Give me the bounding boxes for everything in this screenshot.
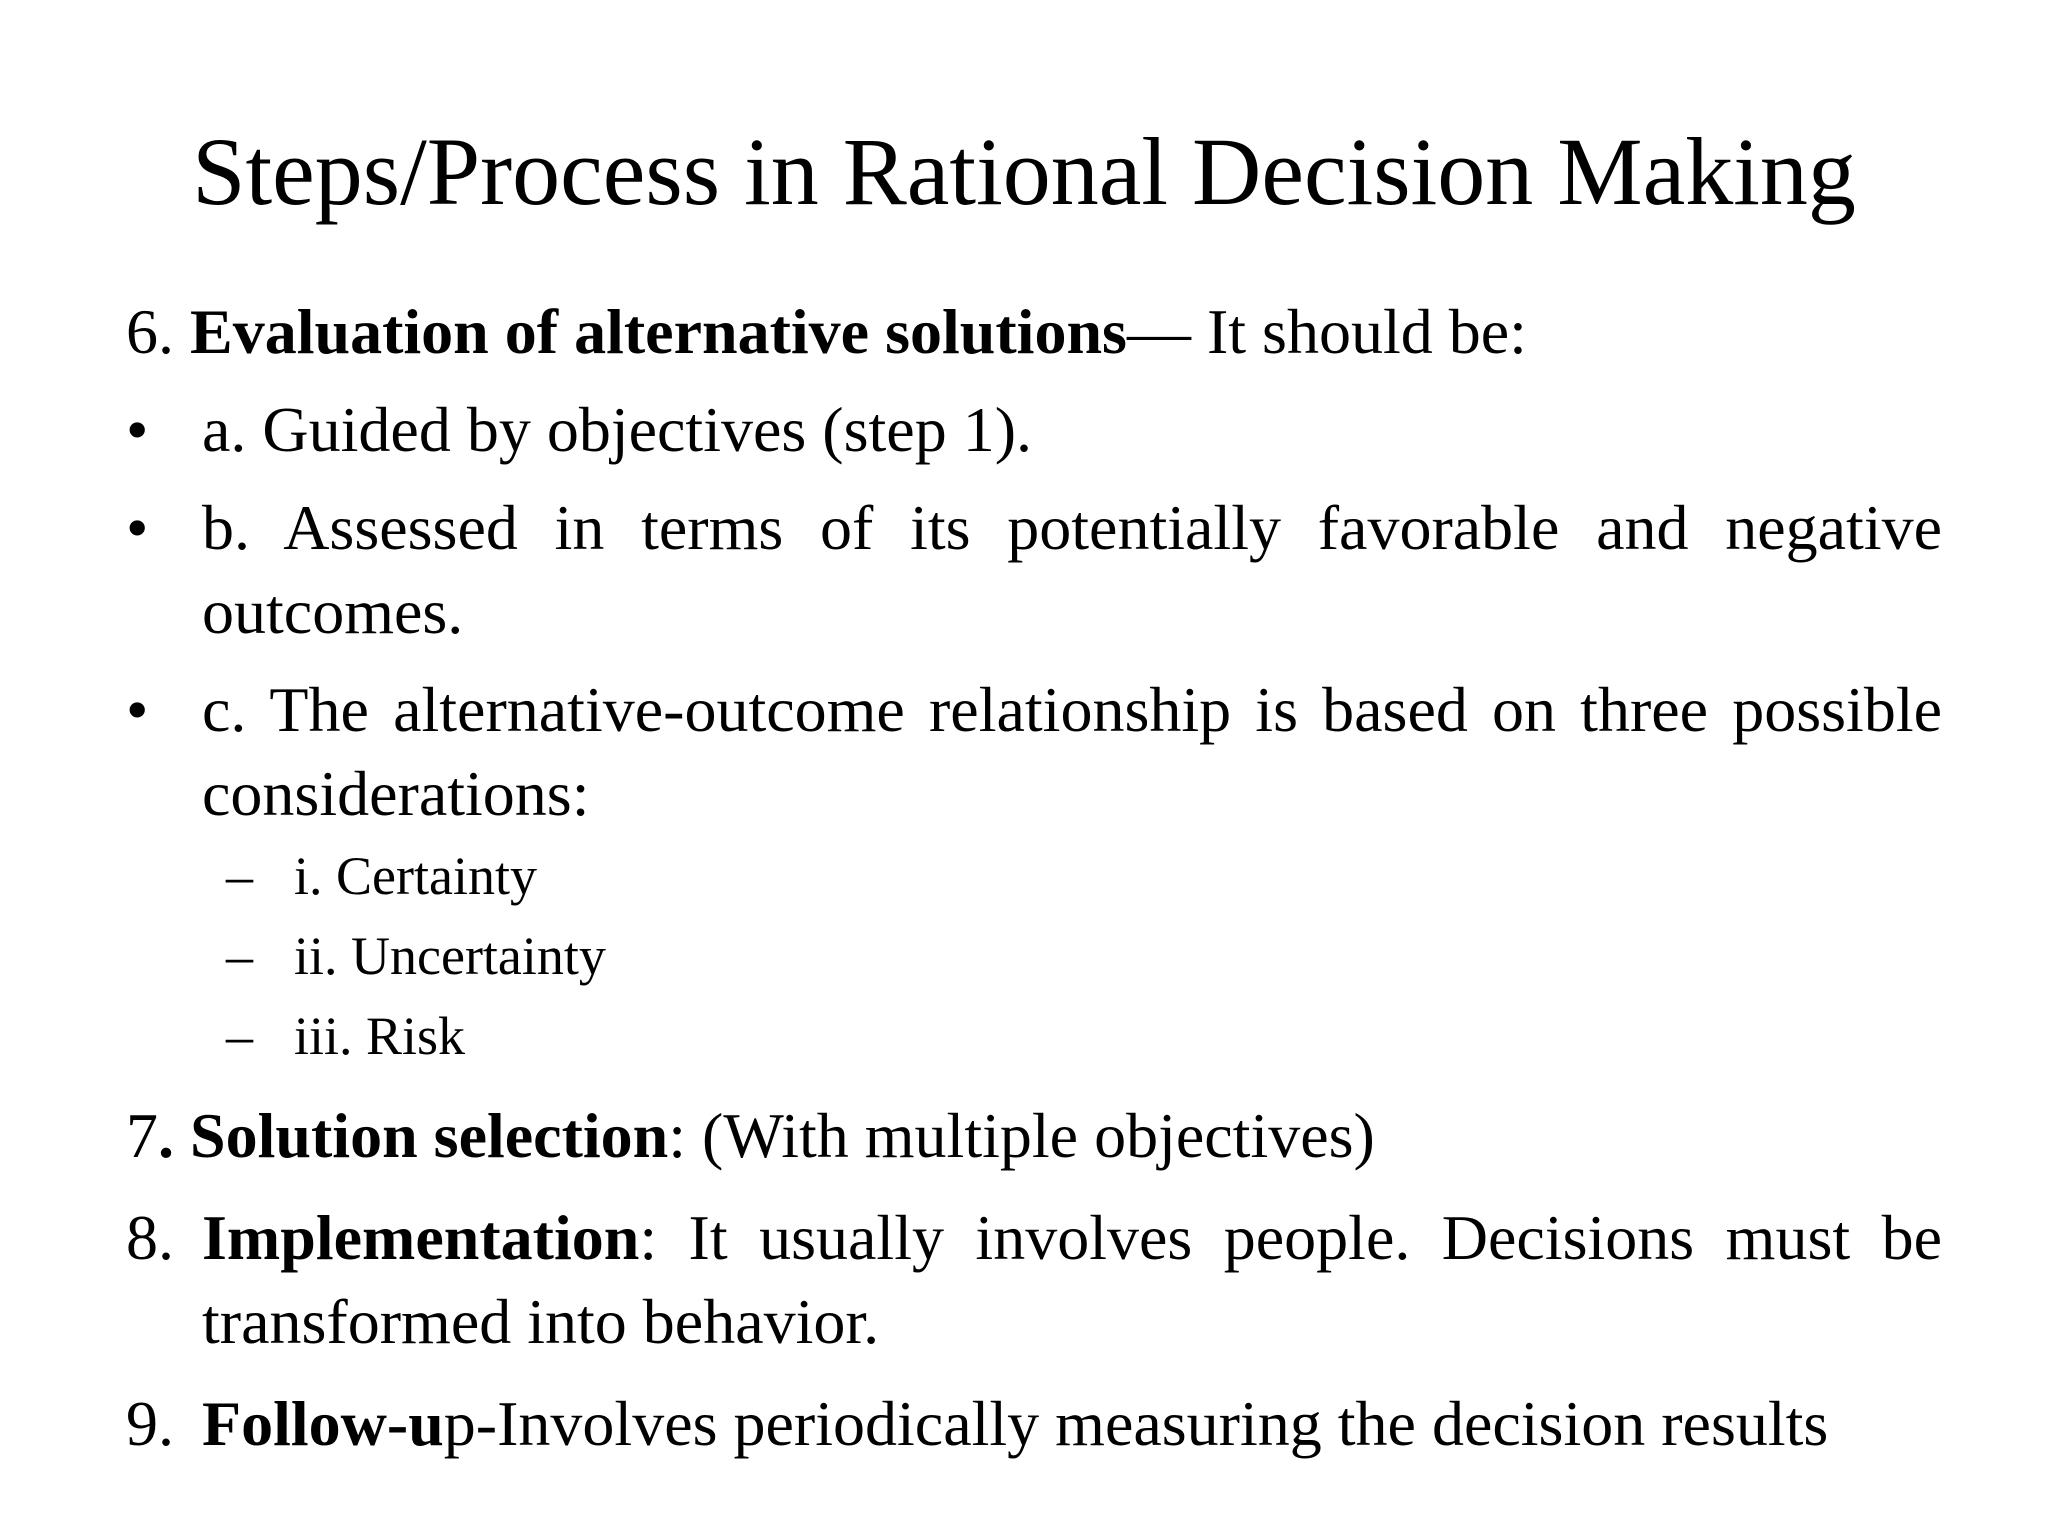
step-8-number: 8. [126, 1202, 174, 1273]
bullet-c-text: c. The alternative-outcome relationship is based on three possible considerations: [202, 674, 1942, 829]
bullet-a-text: a. Guided by objectives (step 1). [202, 394, 1032, 465]
slide-title: Steps/Process in Rational Decision Making [192, 118, 1856, 225]
subitem-uncertainty [126, 916, 1942, 996]
bullet-a [126, 388, 1942, 472]
step-7-rest: : (With multiple objectives) [668, 1100, 1375, 1171]
subitem-risk [126, 996, 1942, 1076]
bullet-icon: • [126, 394, 149, 465]
step-8-text [202, 1196, 1942, 1364]
step-8-rest: : It usually involves people. Decisions must be transformed into behavior. [202, 1202, 1942, 1357]
bullet-c [126, 668, 1942, 836]
step-7-number: 7 [126, 1100, 158, 1171]
dash-icon: – [226, 846, 253, 906]
step-8 [126, 1196, 1942, 1364]
step-6 [126, 290, 1942, 374]
subitem-certainty-text: i. Certainty [294, 846, 537, 906]
step-8-heading: Implementation [202, 1202, 640, 1273]
step-9 [126, 1382, 1942, 1466]
step-9-text [202, 1382, 1942, 1466]
dash-icon: – [226, 1006, 253, 1066]
bullet-b-text: b. Assessed in terms of its potentially favorable and negative outcomes. [202, 492, 1942, 647]
bullet-b [126, 486, 1942, 654]
step-7 [126, 1094, 1942, 1178]
step-9-heading: Follow-u [202, 1388, 444, 1459]
bullet-icon: • [126, 492, 149, 563]
step-6-number: 6. [126, 296, 190, 367]
step-6-heading: Evaluation of alternative solutions [190, 296, 1127, 367]
subitem-certainty [126, 836, 1942, 916]
subitem-risk-text: iii. Risk [294, 1006, 466, 1066]
step-9-rest: p-Involves periodically measuring the decision results [443, 1388, 1829, 1459]
step-7-heading: . Solution selection [158, 1100, 669, 1171]
step-7-text [126, 1094, 1942, 1178]
subitem-uncertainty-text: ii. Uncertainty [294, 926, 606, 986]
step-6-rest: — It should be: [1126, 296, 1527, 367]
bullet-icon: • [126, 674, 149, 745]
slide-body [126, 290, 1942, 1466]
step-6-text [126, 290, 1942, 374]
dash-icon: – [226, 926, 253, 986]
step-9-number: 9. [126, 1388, 174, 1459]
